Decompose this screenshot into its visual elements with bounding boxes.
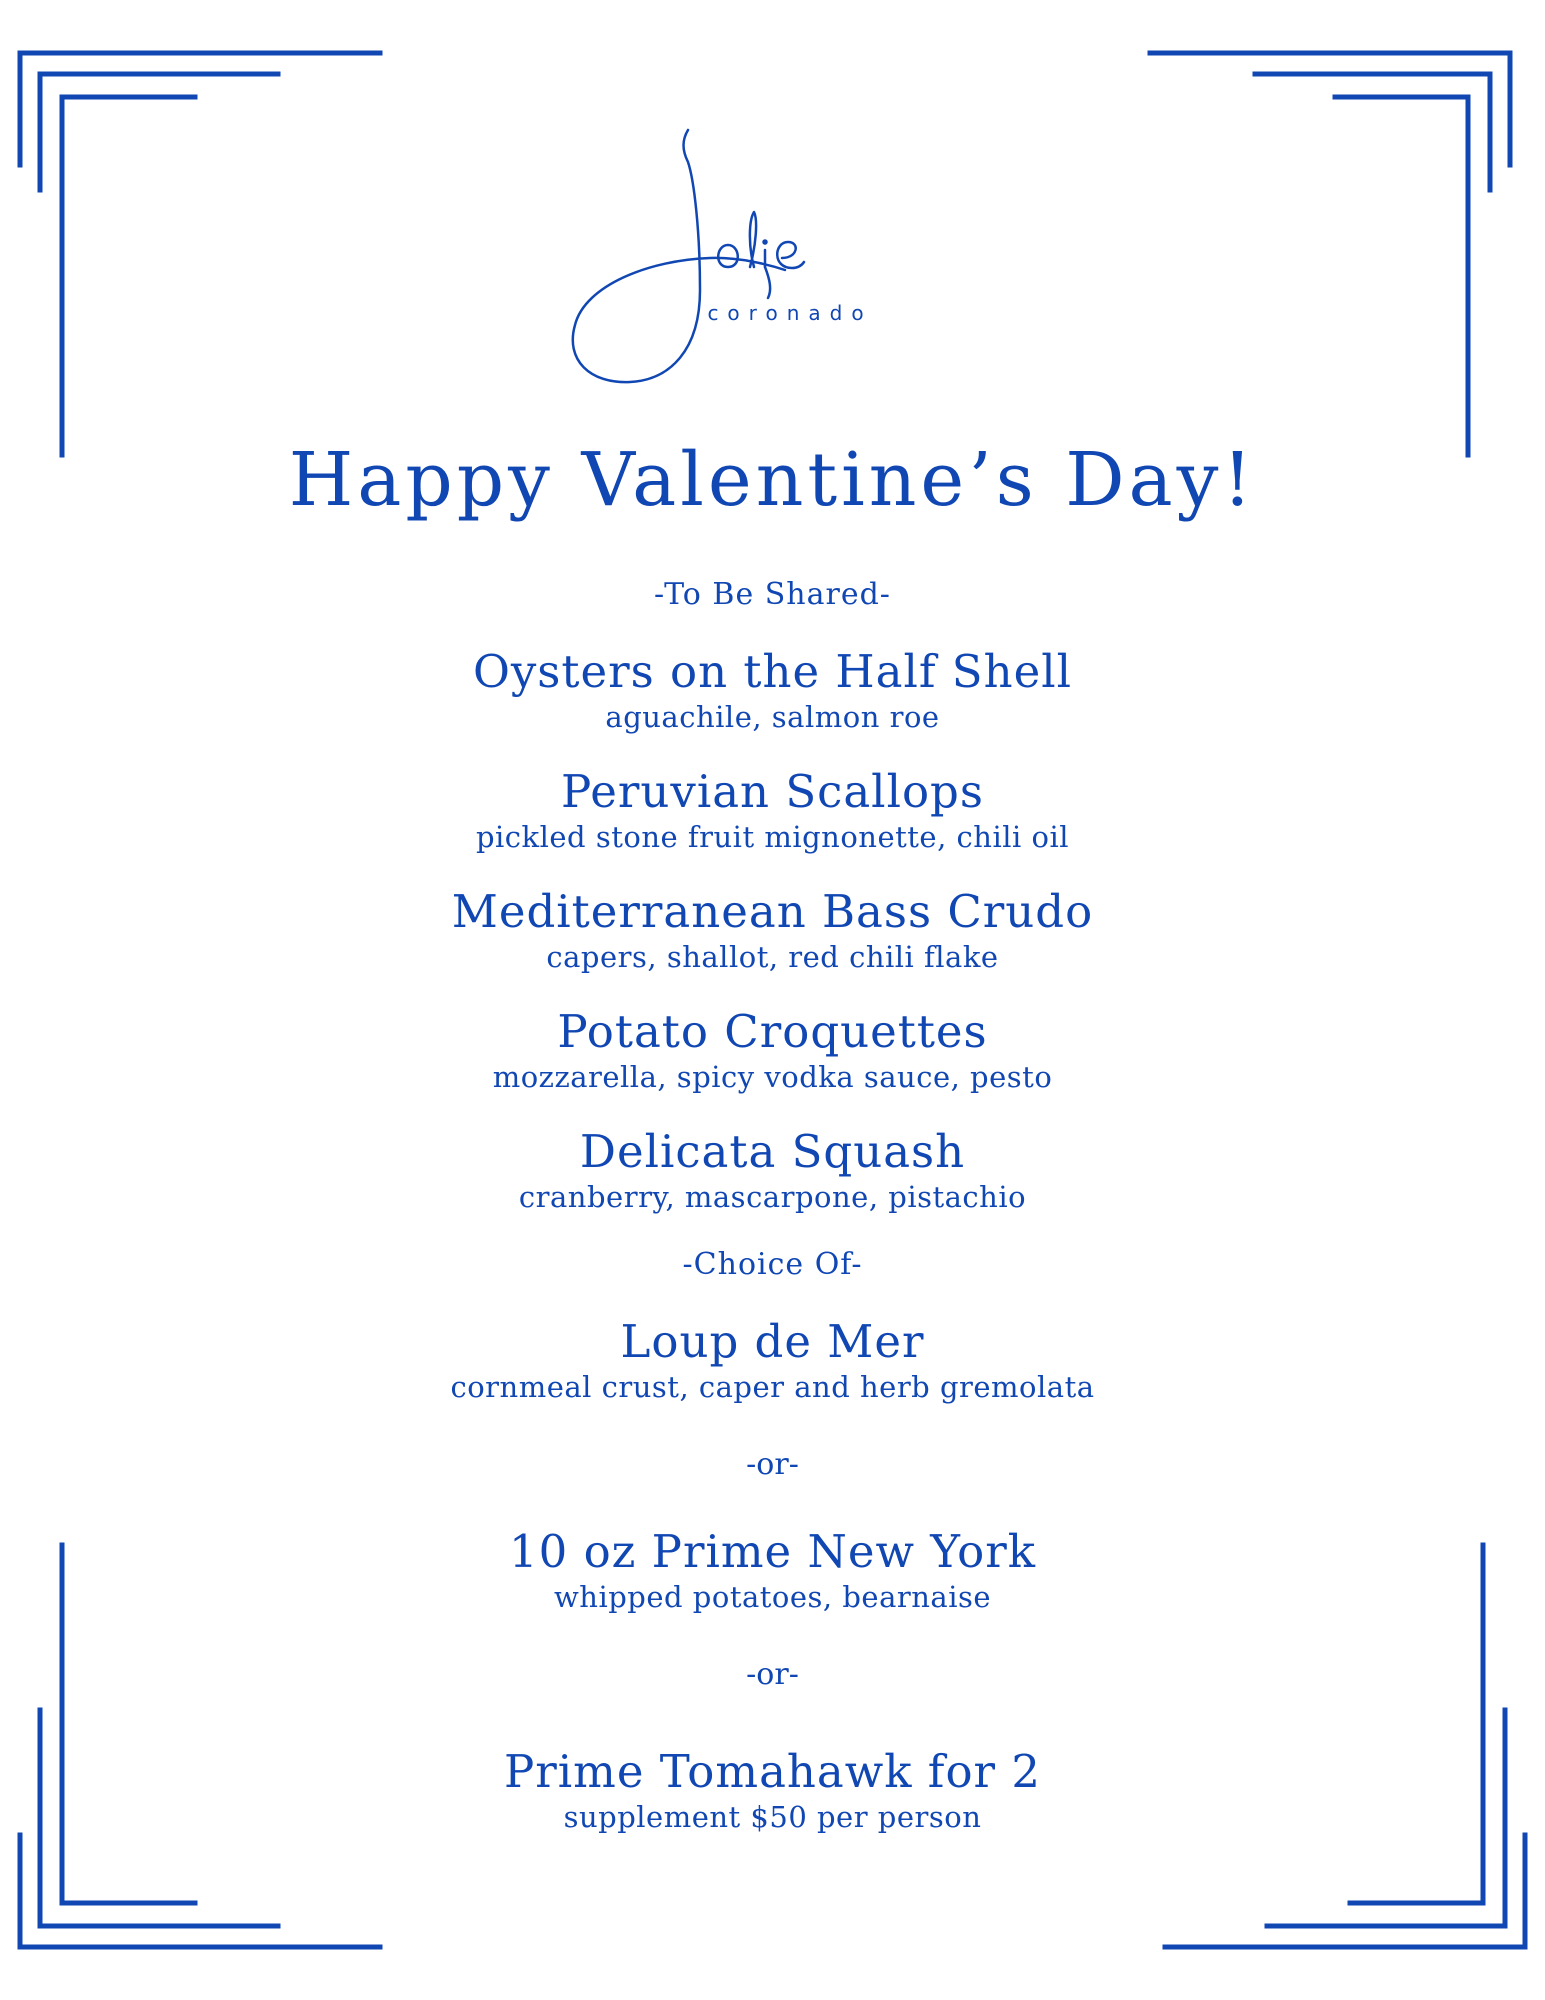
or-divider: -or- bbox=[746, 1447, 799, 1482]
dish-description: cranberry, mascarpone, pistachio bbox=[518, 1180, 1027, 1214]
logo-subtext: coronado bbox=[707, 301, 873, 325]
section-label-shared: -To Be Shared- bbox=[654, 577, 891, 612]
dish-name: Potato Croquettes bbox=[557, 1005, 988, 1058]
frame-bottom-right-outer bbox=[1165, 1835, 1525, 1947]
dish-description: cornmeal crust, caper and herb gremolata bbox=[450, 1370, 1095, 1404]
frame-top-left-inner bbox=[62, 97, 195, 455]
dish-description: pickled stone fruit mignonette, chili oil bbox=[475, 820, 1070, 854]
dish-name: Loup de Mer bbox=[620, 1315, 925, 1368]
dish-description: whipped potatoes, bearnaise bbox=[553, 1580, 992, 1614]
menu-list bbox=[0, 575, 1545, 1835]
dish-name: Mediterranean Bass Crudo bbox=[451, 885, 1094, 938]
frame-top-left-middle bbox=[40, 74, 278, 190]
dish-description: capers, shallot, red chili flake bbox=[546, 940, 999, 974]
menu-item bbox=[0, 765, 1545, 855]
menu-item bbox=[0, 885, 1545, 975]
menu-item bbox=[0, 645, 1545, 735]
menu-item bbox=[0, 1745, 1545, 1835]
page-title: Happy Valentine’s Day! bbox=[288, 437, 1257, 523]
or-divider: -or- bbox=[746, 1657, 799, 1692]
frame-top-left-outer bbox=[20, 53, 380, 165]
dish-name: Peruvian Scallops bbox=[561, 765, 984, 818]
frame-bottom-left-outer bbox=[20, 1835, 380, 1947]
section-label-choice: -Choice Of- bbox=[682, 1247, 863, 1282]
dish-description: mozzarella, spicy vodka sauce, pesto bbox=[492, 1060, 1053, 1094]
dish-name: Prime Tomahawk for 2 bbox=[504, 1745, 1041, 1798]
frame-top-right-inner bbox=[1335, 97, 1468, 455]
menu-item bbox=[0, 1315, 1545, 1405]
menu-item bbox=[0, 1005, 1545, 1095]
dish-name: Delicata Squash bbox=[579, 1125, 966, 1178]
menu-item bbox=[0, 1125, 1545, 1215]
frame-top-right-middle bbox=[1255, 74, 1490, 190]
dish-name: 10 oz Prime New York bbox=[509, 1525, 1036, 1578]
jolie-coronado-logo bbox=[560, 120, 890, 400]
frame-top-right-outer bbox=[1150, 53, 1510, 165]
dish-description: aguachile, salmon roe bbox=[605, 700, 940, 734]
menu-item bbox=[0, 1525, 1545, 1615]
dish-name: Oysters on the Half Shell bbox=[472, 645, 1073, 698]
dish-description: supplement $50 per person bbox=[563, 1800, 982, 1834]
